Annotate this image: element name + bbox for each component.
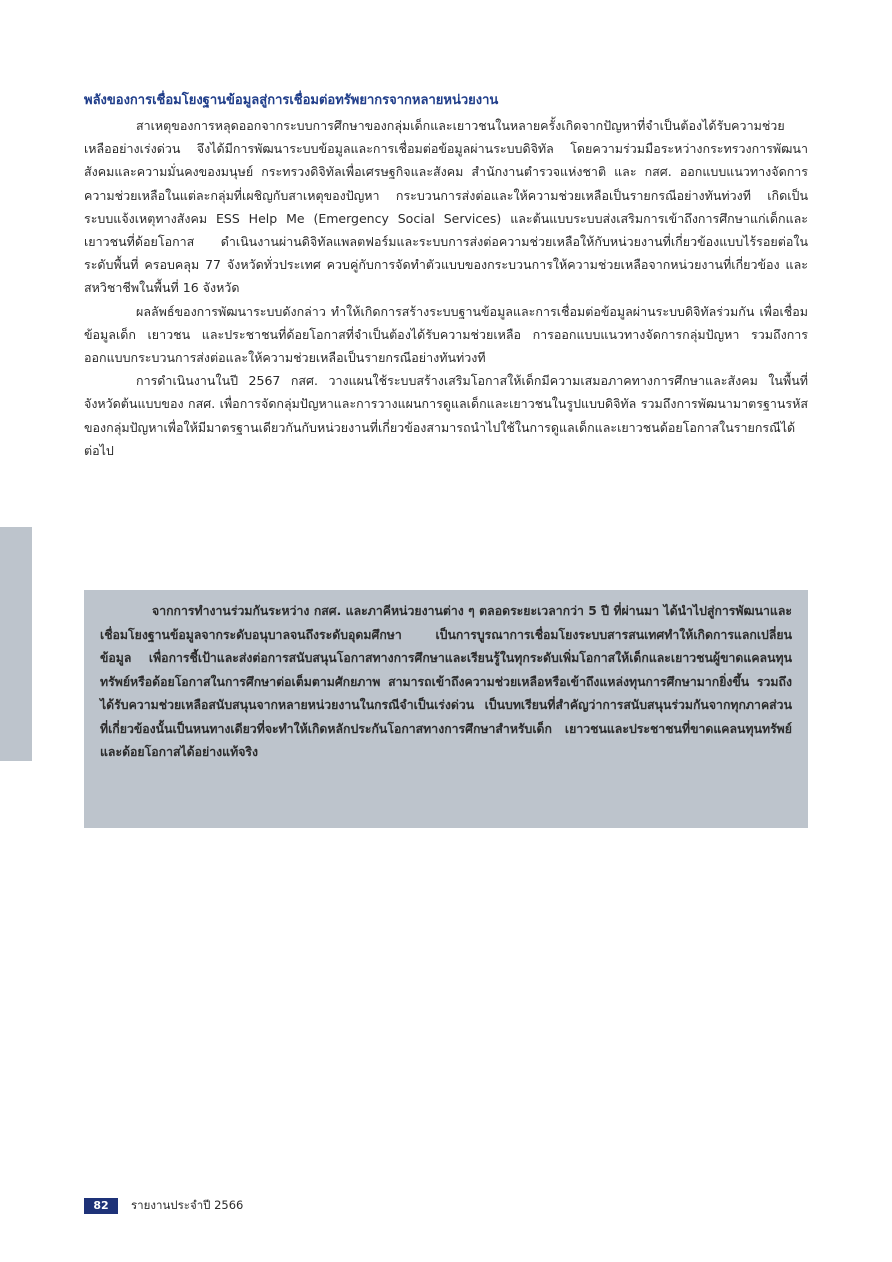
paragraph-results: ผลลัพธ์ของการพัฒนาระบบดังกล่าว ทำให้เกิดการสร้างระบบฐานข้อมูลและการเชื่อมต่อข้อมูลผ่านระบบดิจิทัลร่วมกัน เพื่อเชื่อมข้อมูลเด็ก เยาวชน และประชาชนที่ด้อยโอกาสที่จำเป็นต้องได้รับความช่วยเหลือ การออกแบบแนวทางจัดการกลุ่มปัญหา รวมถึงการออกแบบกระบวนการส่งต่อและให้ความช่วยเหลือเป็นรายกรณีอย่างทันท่วงที — [84, 303, 808, 366]
summary-callout-box — [84, 590, 808, 828]
side-tab-marker — [0, 527, 32, 761]
report-title: รายงานประจำปี 2566 — [131, 1198, 244, 1212]
section-heading: พลังของการเชื่อมโยงฐานข้อมูลสู่การเชื่อมต่อทรัพยากรจากหลายหน่วยงาน — [84, 93, 499, 108]
page-number-badge: 82 — [84, 1198, 118, 1214]
paragraph-causes: สาเหตุของการหลุดออกจากระบบการศึกษาของกลุ่มเด็กและเยาวชนในหลายครั้งเกิดจากปัญหาที่จำเป็นต้องได้รับความช่วยเหลืออย่างเร่งด่วน จึงได้มีการพัฒนาระบบข้อมูลและการเชื่อมต่อข้อมูลผ่านระบบดิจิทัล โดยความร่วมมือระหว่างกระทรวงการพัฒนาสังคมและความมั่นคงของมนุษย์ กระทรวงดิจิทัลเพื่อเศรษฐกิจและสังคม สำนักงานตำรวจแห่งชาติ และ กสศ. ออกแบบแนวทางจัดการความช่วยเหลือในแต่ละกลุ่มที่เผชิญกับสาเหตุของปัญหา กระบวนการส่งต่อและให้ความช่วยเหลือเป็นรายกรณีอย่างทันท่วงที เกิดเป็นระบบแจ้งเหตุทางสังคม ESS Help Me (Emergency Social Services) และต้นแบบระบบส่งเสริมการเข้าถึงการศึกษาแก่เด็กและเยาวชนที่ด้อยโอกาส ดำเนินงานผ่านดิจิทัลแพลตฟอร์มและระบบการส่งต่อความช่วยเหลือให้กับหน่วยงานที่เกี่ยวข้องแบบไร้รอยต่อในระดับพื้นที่ ครอบคลุม 77 จังหวัดทั่วประเทศ ควบคู่กับการจัดทำตัวแบบของกระบวนการให้ความช่วยเหลือจากหน่วยงานที่เกี่ยวข้อง และสหวิชาชีพในพื้นที่ 16 จังหวัด — [84, 118, 808, 296]
paragraph-plan-2567: การดำเนินงานในปี 2567 กสศ. วางแผนใช้ระบบสร้างเสริมโอกาสให้เด็กมีความเสมอภาคทางการศึกษาและสังคม ในพื้นที่จังหวัดต้นแบบของ กสศ. เพื่อการจัดกลุ่มปัญหาและการวางแผนการดูแลเด็กและเยาวชนในรูปแบบดิจิทัล รวมถึงการพัฒนามาตรฐานรหัสของกลุ่มปัญหาเพื่อให้มีมาตรฐานเดียวกันกับหน่วยงานที่เกี่ยวข้องสามารถนำไปใช้ในการดูแลเด็กและเยาวชนด้อยโอกาสในรายกรณีได้ต่อไป — [84, 373, 808, 458]
callout-text: จากการทำงานร่วมกันระหว่าง กสศ. และภาคีหน่วยงานต่าง ๆ ตลอดระยะเวลากว่า 5 ปี ที่ผ่านมา ได้นำไปสู่การพัฒนาและเชื่อมโยงฐานข้อมูลจากระดับอนุบาลจนถึงระดับอุดมศึกษา เป็นการบูรณาการเชื่อมโยงระบบสารสนเทศทำให้เกิดการแลกเปลี่ยนข้อมูล เพื่อการชี้เป้าและส่งต่อการสนับสนุนโอกาสทางการศึกษาและเรียนรู้ในทุกระดับเพิ่มโอกาสให้เด็กและเยาวชนผู้ขาดแคลนทุนทรัพย์หรือด้อยโอกาสในการศึกษาต่อเต็มตามศักยภาพ สามารถเข้าถึงความช่วยเหลือหรือเข้าถึงแหล่งทุนการศึกษามากยิ่งขึ้น รวมถึงได้รับความช่วยเหลือสนับสนุนจากหลายหน่วยงานในกรณีจำเป็นเร่งด่วน เป็นบทเรียนที่สำคัญว่าการสนับสนุนร่วมกันจากทุกภาคส่วนที่เกี่ยวข้องนั้นเป็นหนทางเดียวที่จะทำให้เกิดหลักประกันโอกาสทางการศึกษาสำหรับเด็ก เยาวชนและประชาชนที่ขาดแคลนทุนทรัพย์และด้อยโอกาสได้อย่างแท้จริง — [100, 604, 792, 759]
article-section — [84, 90, 808, 462]
page-footer — [84, 1197, 243, 1215]
